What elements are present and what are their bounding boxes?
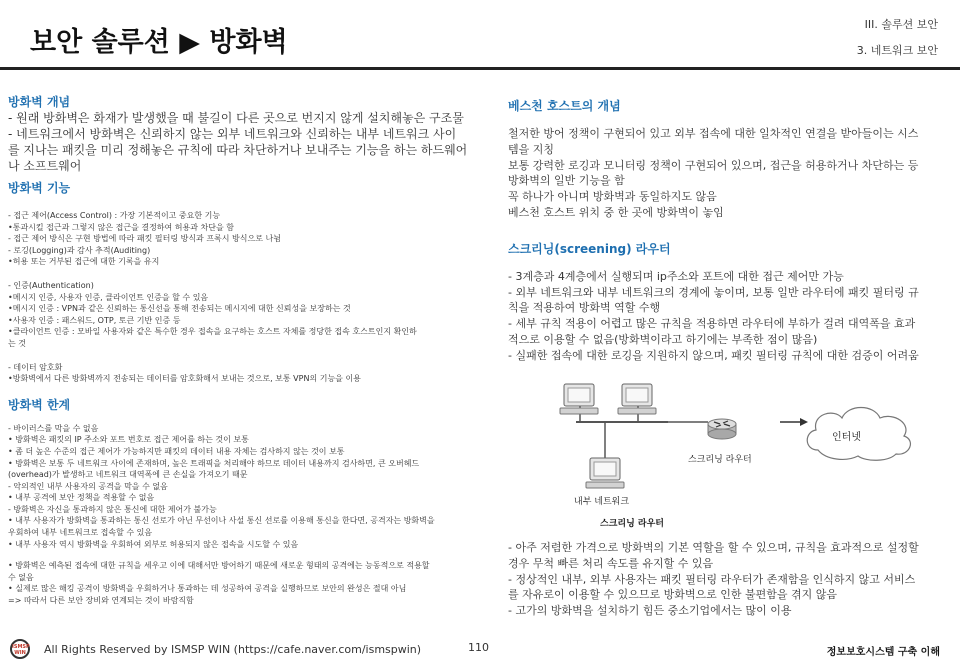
- limit-line: • 내부 사용자가 방화벽을 통과하는 통신 선로가 아닌 무선이나 사설 통신 선로를 이용해 통신을 한다면, 공격자는 방화벽을: [8, 516, 435, 526]
- limit-group-rules: [8, 560, 484, 606]
- limit-line: 수 없음: [8, 572, 34, 582]
- function-line: •클라이언트 인증 : 모바일 사용자와 같은 특수한 경우 접속을 요구하는 호스트 자체를 정당한 접속 호스트인지 확인하: [8, 327, 417, 337]
- limit-line: - 바이러스를 막을 수 없음: [8, 423, 99, 433]
- bastion-line: 방화벽의 일반 기능을 함: [508, 174, 625, 188]
- screening-pros-line: - 아주 저렴한 가격으로 방화벽의 기본 역할을 할 수 있으며, 규칙을 효과적으로 설정할: [508, 541, 919, 554]
- page-title: 보안 솔루션 ▶ 방화벽: [30, 27, 288, 58]
- header-breadcrumb: [857, 12, 938, 64]
- computer-icon: [618, 384, 656, 414]
- limit-line: - 악의적인 내부 사용자의 공격을 막을 수 없음: [8, 481, 168, 491]
- concept-line: - 네트워크에서 방화벽은 신뢰하지 않는 외부 네트워크와 신뢰하는 내부 네트워크 사이: [8, 127, 457, 141]
- function-line: - 로깅(Logging)과 감사 추적(Auditing): [8, 245, 151, 255]
- function-heading: 방화벽 기능: [8, 181, 71, 195]
- book-title: 정보보호시스템 구축 이해: [826, 647, 940, 658]
- bastion-heading: 베스천 호스트의 개념: [508, 99, 621, 113]
- bastion-line: 템을 지칭: [508, 142, 555, 156]
- function-line: - 인증(Authentication): [8, 280, 94, 290]
- function-line: •통과시킬 접근과 그렇지 않은 접근을 결정하여 허용과 차단을 함: [8, 222, 234, 232]
- page-number: 110: [468, 641, 489, 654]
- limit-line: (overhead)가 발생하고 네트워크 대역폭에 큰 손실을 가져오기 때문: [8, 470, 248, 480]
- left-column: [8, 94, 484, 607]
- limit-line: • 방화벽은 보통 두 네트워크 사이에 존재하며, 높은 트래픽을 처리해야 하므로 데이터 내용까지 검사하면, 큰 오버헤드: [8, 458, 420, 468]
- screening-pros-line: - 정상적인 내부, 외부 사용자는 패킷 필터링 라우터가 존재함을 인식하지 않고 서비스: [508, 572, 916, 586]
- bastion-line: 보통 강력한 로깅과 모니터링 정책이 구현되어 있으며, 접근을 허용하거나 차단하는 등: [508, 158, 919, 172]
- limit-line: • 방화벽은 예측된 접속에 대한 규칙을 세우고 이에 대해서만 방어하기 때문에 새로운 형태의 공격에는 능동적으로 적용할: [8, 561, 430, 571]
- screening-line: - 3계층과 4계층에서 실행되며 ip주소와 포트에 대한 접근 제어만 가능: [508, 269, 844, 283]
- bastion-line: 철저한 방어 정책이 구현되어 있고 외부 접속에 대한 일차적인 연결을 받아들이는 시스: [508, 127, 919, 140]
- function-group-encryption: [8, 362, 484, 385]
- copyright-text: All Rights Reserved by ISMSP WIN (https://cafe.naver.com/ismspwin): [44, 643, 422, 656]
- function-line: - 접근 제어(Access Control) : 가장 기본적이고 중요한 기능: [8, 211, 221, 220]
- limit-group-main: [8, 423, 484, 551]
- function-line: •메시지 인증, 사용자 인증, 클라이언트 인증을 할 수 있음: [8, 292, 209, 302]
- screening-line: - 외부 네트워크와 내부 네트워크의 경계에 놓이며, 보통 일반 라우터에 패킷 필터링 규: [508, 285, 919, 299]
- function-line: 는 것: [8, 338, 26, 348]
- bastion-line: 꼭 하나가 아니며 방화벽과 동일하지도 않음: [508, 190, 717, 204]
- function-line: - 데이터 암호화: [8, 362, 63, 372]
- concept-line: - 원래 방화벽은 화재가 발생했을 때 불길이 다른 곳으로 번지지 않게 설치해놓은 구조물: [8, 111, 464, 125]
- concept-line: 를 지나는 패킷을 미리 정해놓은 규칙에 따라 차단하거나 보내주는 기능을 하는 하드웨어: [8, 143, 468, 157]
- computer-icon: [560, 384, 598, 414]
- limit-line: • 실제로 많은 해킹 공격이 방화벽을 우회하거나 통과하는 데 성공하여 공격을 실행하므로 보안의 완성은 절대 아님: [8, 584, 407, 594]
- screening-line: - 실패한 접속에 대한 로깅을 지원하지 않으며, 패킷 필터링 규칙에 대한 검증이 어려움: [508, 348, 919, 362]
- internet-label: 인터넷: [832, 432, 861, 443]
- limit-line: - 방화벽은 자신을 통과하지 않은 통신에 대한 제어가 불가능: [8, 504, 217, 514]
- function-line: - 접근 제어 방식은 구현 방법에 따라 패킷 필터링 방식과 프록시 방식으로 나뉨: [8, 234, 281, 244]
- function-group-auth: [8, 280, 484, 350]
- limit-line: => 따라서 다른 보안 장비와 연계되는 것이 바람직함: [8, 596, 194, 606]
- function-group-access: [8, 210, 484, 268]
- header-divider: [0, 67, 960, 70]
- bastion-line: 베스천 호스트 위치 중 한 곳에 방화벽이 놓임: [508, 205, 724, 219]
- screening-line: 적으로 이용할 수 없음(방화벽이라고 하기에는 부족한 점이 많음): [508, 332, 818, 346]
- limit-heading: 방화벽 한계: [8, 397, 71, 412]
- screening-pros-line: 를 자유로이 이용할 수 있으므로 방화벽으로 인한 불편함을 겪지 않음: [508, 588, 837, 602]
- screening-text: [508, 269, 948, 364]
- screening-pros-text: [508, 540, 948, 619]
- router-label: 스크리닝 라우터: [688, 455, 752, 465]
- diagram-caption: 스크리닝 라우터: [600, 519, 664, 529]
- computer-icon: [586, 458, 624, 488]
- screening-pros-line: 경우 무척 빠른 처리 속도를 유지할 수 있음: [508, 556, 714, 570]
- logo-text: ISMSP WIN: [12, 644, 30, 656]
- screening-heading: 스크리닝(screening) 라우터: [508, 241, 671, 256]
- function-line: •사용자 인증 : 패스워드, OTP, 토큰 기반 인증 등: [8, 315, 181, 325]
- function-line: •메시지 인증 : VPN과 같은 신뢰하는 통신선을 통해 전송되는 메시지에 대한 신뢰성을 보장하는 것: [8, 304, 351, 314]
- limit-line: 우회하여 내부 네트워크로 접속할 수 있음: [8, 528, 153, 538]
- limit-line: • 내부 사용자 역시 방화벽을 우회하여 외부로 허용되지 않은 접속을 시도할 수 있음: [8, 539, 299, 549]
- ismsp-logo: [10, 639, 30, 659]
- concept-line: 나 소프트웨어: [8, 159, 82, 173]
- router-icon: [708, 419, 736, 439]
- limit-line: • 좀 더 높은 수준의 접근 제어가 가능하지만 패킷의 데이터 내용 자체는 검사하지 않는 것이 보통: [8, 446, 345, 456]
- concept-heading: 방화벽 개념: [8, 95, 71, 109]
- screening-pros-line: - 고가의 방화벽을 설치하기 힘든 중소기업에서는 많이 이용: [508, 604, 792, 618]
- screening-line: 칙을 적용하여 방화벽 역할 수행: [508, 301, 661, 315]
- screening-router-diagram: [508, 380, 948, 535]
- screening-line: - 세부 규칙 적용이 어렵고 많은 규칙을 적용하면 라우터에 부하가 걸려 대역폭을 효과: [508, 317, 916, 331]
- function-line: •방화벽에서 다른 방화벽까지 전송되는 데이터를 암호화해서 보내는 것으로, 보통 VPN의 기능을 이용: [8, 374, 361, 384]
- limit-line: • 내부 공격에 보안 정책을 적용할 수 없음: [8, 493, 155, 503]
- function-line: •허용 또는 거부된 접근에 대한 기록을 유지: [8, 257, 160, 267]
- right-column: [508, 98, 948, 364]
- chapter-label: III. 솔루션 보안: [864, 18, 938, 31]
- concept-text: [8, 110, 484, 174]
- internal-network-label: 내부 네트워크: [574, 497, 630, 507]
- bastion-text: [508, 126, 948, 221]
- section-label: 3. 네트워크 보안: [856, 44, 938, 57]
- limit-line: • 방화벽은 패킷의 IP 주소와 포트 번호로 접근 제어를 하는 것이 보통: [8, 435, 249, 445]
